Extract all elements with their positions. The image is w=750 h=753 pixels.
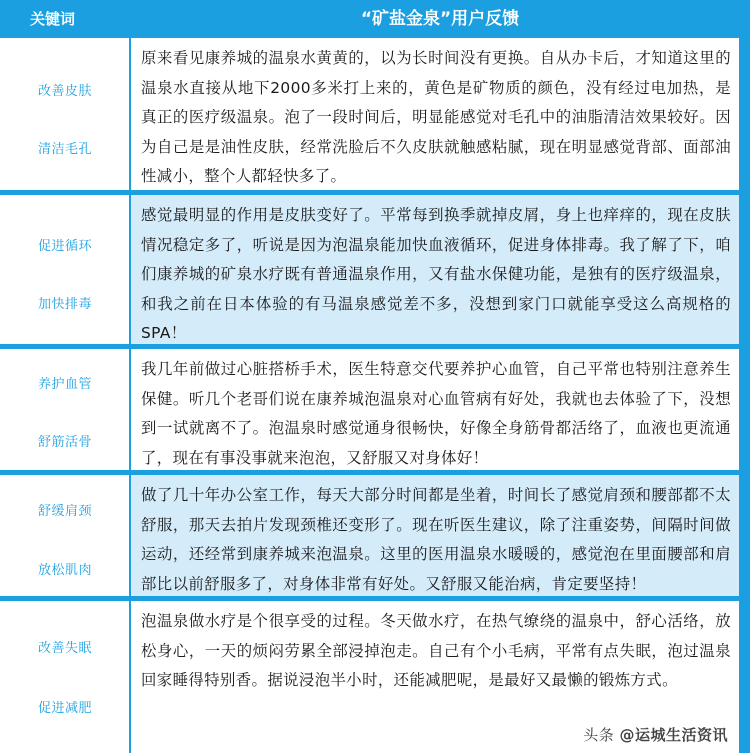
keyword-label: 放松肌肉: [37, 563, 92, 578]
keyword-cell: [0, 601, 130, 753]
watermark-handle: @运城生活资讯: [619, 726, 728, 744]
table-row: [0, 38, 750, 190]
keyword-label: 改善失眠: [37, 641, 92, 656]
keyword-label: 改善皮肤: [37, 84, 92, 99]
watermark: [583, 724, 728, 745]
table-row: [0, 195, 750, 344]
keyword-label: 舒缓肩颈: [37, 504, 92, 519]
keyword-label: 促进循环: [37, 239, 92, 254]
feedback-text: 感觉最明显的作用是皮肤变好了。平常每到换季就掉皮屑，身上也痒痒的，现在皮肤情况稳定多了，听说是因为泡温泉能加快血液循环，促进身体排毒。我了解了下，咱们康养城的矿泉水疗既有普通温泉作用，又有盐水保健功能，是独有的医疗级温泉，和我之前在日本体验的有马温泉感觉差不多，没想到家门口就能享受这么高规格的SPA！: [131, 195, 739, 344]
feedback-text: 做了几十年办公室工作，每天大部分时间都是坐着，时间长了感觉肩颈和腰部都不太舒服，那天去拍片发现颈椎还变形了。现在听医生建议，除了注重姿势，间隔时间做运动，还经常到康养城来泡温泉。这里的医用温泉水暖暖的，感觉泡在里面腰部和肩部比以前舒服多了，对身体非常有好处。又舒服又能治病，肯定要坚持！: [131, 475, 739, 596]
table-row: [0, 349, 750, 470]
keyword-cell: [0, 195, 130, 344]
keyword-label: 加快排毒: [37, 297, 92, 312]
table-row: [0, 475, 750, 596]
feedback-text: 我几年前做过心脏搭桥手术，医生特意交代要养护心血管，自己平常也特别注意养生保健。听几个老哥们说在康养城泡温泉对心血管病有好处，我就也去体验了下，没想到一试就离不了。泡温泉时感觉通身很畅快，好像全身筋骨都活络了，血液也更流通了，现在有事没事就来泡泡，又舒服又对身体好！: [131, 349, 739, 470]
keyword-cell: [0, 349, 130, 470]
keyword-label: 养护血管: [37, 377, 92, 392]
keyword-label: 促进减肥: [37, 701, 92, 716]
feedback-column-header: “矿盐金泉”用户反馈: [360, 9, 520, 29]
keyword-cell: [0, 475, 130, 596]
feedback-text: 泡温泉做水疗是个很享受的过程。冬天做水疗，在热气缭绕的温泉中，舒心活络，放松身心，一天的烦闷劳累全部浸掉泡走。自己有个小毛病，平常有点失眠，泡过温泉回家睡得特别香。据说浸泡半小时，还能减肥呢，是最好又最懒的锻炼方式。: [131, 601, 739, 753]
keyword-cell: [0, 38, 130, 190]
keyword-label: 舒筋活骨: [37, 435, 92, 450]
keyword-column-header: 关键词: [30, 10, 76, 28]
feedback-text: 原来看见康养城的温泉水黄黄的，以为长时间没有更换。自从办卡后，才知道这里的温泉水直接从地下2000多米打上来的，黄色是矿物质的颜色，没有经过电加热，是真正的医疗级温泉。泡了一段时间后，明显能感觉对毛孔中的油脂清洁效果较好。因为自己是是油性皮肤，经常洗脸后不久皮肤就触感粘腻，现在明显感觉背部、面部油性减小，整个人都轻快多了。: [131, 38, 739, 190]
watermark-prefix: 头条: [583, 726, 615, 744]
keyword-label: 清洁毛孔: [37, 142, 92, 157]
table-header: [0, 0, 750, 38]
